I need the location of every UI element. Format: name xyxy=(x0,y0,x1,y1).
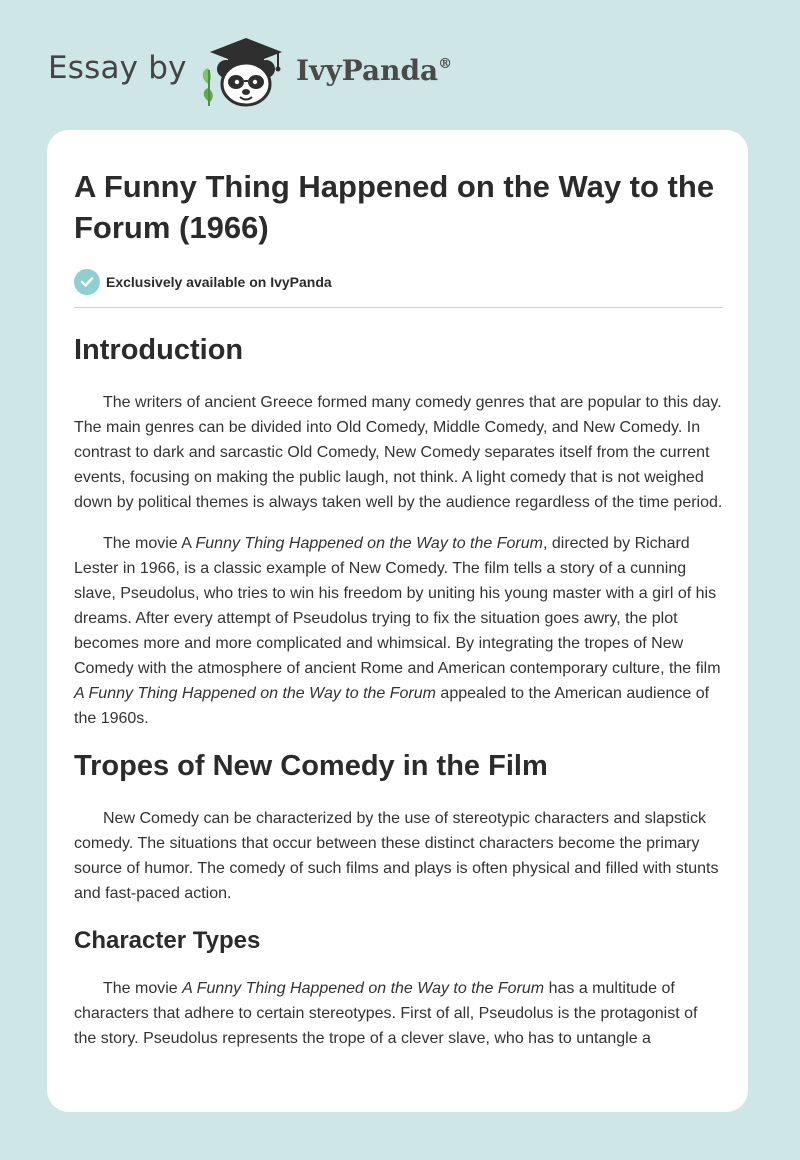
paragraph-characters xyxy=(74,976,724,1051)
paragraph-tropes: New Comedy can be characterized by the use of stereotypic characters and slapstick comedy. The situations that occur between these distinct characters become the primary source of humor. The comedy of such films and plays is often physical and filled with stunts and fast-paced action. xyxy=(74,810,719,902)
site-header xyxy=(48,36,752,112)
exclusive-badge-label: Exclusively available on IvyPanda xyxy=(106,274,332,290)
brand-name[interactable] xyxy=(296,54,452,87)
checkmark-icon xyxy=(74,269,100,295)
p4-film-title: A Funny Thing Happened on the Way to the Forum xyxy=(182,980,545,997)
paragraph-intro-1: The writers of ancient Greece formed many comedy genres that are popular to this day. The main genres can be divided into Old Comedy, Middle Comedy, and New Comedy. In contrast to dark and sarcastic Old Comedy, New Comedy separates itself from the current events, focusing on making the public laugh, not think. A light comedy that is not weighed down by political themes is always taken well by the audience regardless of the time period. xyxy=(74,394,723,511)
essay-content xyxy=(74,130,724,1051)
character-types-heading: Character Types xyxy=(74,927,261,954)
p2-text-e: appealed to the American audience of the 1960s. xyxy=(74,685,710,727)
essay-card xyxy=(47,130,748,1112)
brand-text: IvyPanda xyxy=(296,54,439,87)
essay-by-label: Essay by xyxy=(48,50,187,86)
ivypanda-logo[interactable] xyxy=(198,36,294,108)
p4-text-c: has a multitude of characters that adhere to certain stereotypes. First of all, Pseudolus is the protagonist of the story. Pseudolus represents the trope of a clever slave, who has to untangle a xyxy=(74,980,698,1047)
title-divider xyxy=(74,307,723,308)
p4-text-a: The movie xyxy=(103,980,183,997)
panda-mascot-icon xyxy=(198,36,294,108)
p2-film-title-2: A Funny Thing Happened on the Way to the Forum xyxy=(74,685,436,702)
essay-title: A Funny Thing Happened on the Way to the Forum (1966) xyxy=(74,169,715,245)
p2-film-title: Funny Thing Happened on the Way to the Forum xyxy=(195,535,543,552)
p2-text-c: , directed by Richard Lester in 1966, is a classic example of New Comedy. The film tells a story of a cunning slave, Pseudolus, who tries to win his freedom by uniting his young master with a girl of his dreams. After every attempt of Pseudolus trying to fix the situation goes awry, the plot becomes more and more complicated and whimsical. By integrating the tropes of New Comedy with the atmosphere of ancient Rome and American contemporary culture, the film xyxy=(74,535,721,677)
exclusive-badge xyxy=(74,268,724,296)
paragraph-intro-2 xyxy=(74,531,724,731)
introduction-heading: Introduction xyxy=(74,334,244,366)
registered-mark: ® xyxy=(438,56,453,72)
p2-text-a: The movie A xyxy=(103,535,196,552)
tropes-heading: Tropes of New Comedy in the Film xyxy=(74,750,548,782)
